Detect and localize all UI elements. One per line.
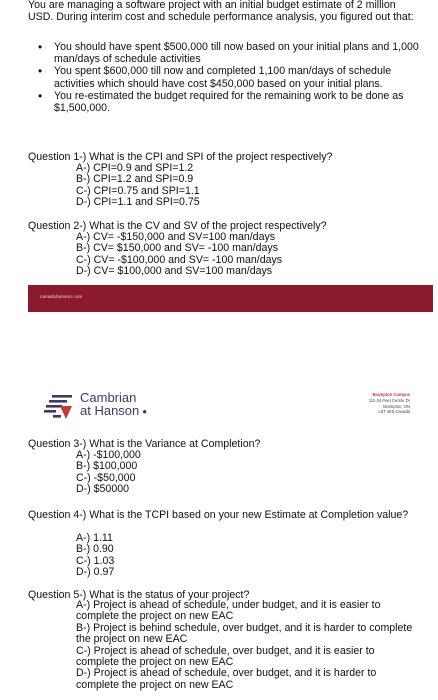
document-page-1 bbox=[0, 0, 438, 283]
cambrian-logo-icon bbox=[44, 392, 74, 422]
option-d: D-) CPI=1.1 and SPI=0.75 bbox=[76, 196, 200, 209]
question-3-options bbox=[76, 450, 141, 496]
option-d: D-) Project is ahead of schedule, over budget, and it is harder to complete the project on new EAC bbox=[76, 667, 377, 691]
footer-band bbox=[28, 285, 433, 312]
question-5: Question 5-) What is the status of your project? bbox=[28, 589, 250, 601]
question-1: Question 1-) What is the CPI and SPI of the project respectively? bbox=[28, 151, 333, 163]
option-b: B-) $100,000 bbox=[76, 460, 138, 473]
page-gap bbox=[0, 312, 438, 362]
footer-site: canadahanson.com bbox=[40, 294, 83, 299]
option-a: A-) -$100,000 bbox=[76, 449, 141, 461]
campus-line: Brampton, ON bbox=[383, 403, 410, 409]
option-b: B-) Project is behind schedule, over budget, and it is harder to complete the project on new EAC bbox=[76, 621, 413, 646]
option-d: D-) 0.97 bbox=[76, 566, 115, 579]
option-c: C-) -$50,000 bbox=[76, 471, 136, 484]
bullet-item: • You should have spent $500,000 till now based on your initial plans and 1,000 man/days of schedule activities bbox=[38, 41, 423, 65]
campus-line: 111-44 Peel Centre Dr bbox=[368, 397, 410, 403]
logo-line-2: at Hanson bbox=[80, 403, 140, 418]
option-d: D-) CV= $100,000 and SV=100 man/days bbox=[76, 265, 273, 278]
logo-text bbox=[80, 391, 147, 418]
option-c: C-) Project is ahead of schedule, over budget, and it is easier to complete the project on new EAC bbox=[76, 644, 375, 669]
option-b: B-) CV= $150,000 and SV= -100 man/days bbox=[76, 242, 278, 255]
intro-text: You are managing a software project with an initial budget estimate of 2 million USD. During interim cost and schedule performance analysis, you figured out that: bbox=[28, 0, 414, 24]
option-b: B-) 0.90 bbox=[76, 543, 114, 556]
campus-name: Brampton Campus bbox=[372, 392, 410, 397]
campus-line: L6T 4E5 Canada bbox=[378, 409, 410, 415]
option-d: D-) $50000 bbox=[76, 483, 129, 496]
option-c: C-) CV= -$100,000 and SV= -100 man/days bbox=[76, 253, 283, 266]
question-2-options bbox=[76, 232, 282, 278]
option-c: C-) CPI=0.75 and SPI=1.1 bbox=[76, 184, 200, 197]
question-4-options bbox=[76, 533, 114, 579]
option-a: A-) CPI=0.9 and SPI=1.2 bbox=[76, 162, 194, 174]
option-c: C-) 1.03 bbox=[76, 554, 115, 567]
intro-bullets bbox=[38, 41, 423, 114]
cambrian-logo bbox=[44, 391, 174, 425]
option-a: A-) Project is ahead of schedule, under budget, and it is easier to complete the project on new EAC bbox=[76, 599, 381, 623]
question-1-options bbox=[76, 163, 200, 209]
question-4: Question 4-) What is the TCPI based on your new Estimate at Completion value? bbox=[28, 509, 409, 521]
option-b: B-) CPI=1.2 and SPI=0.9 bbox=[76, 173, 194, 186]
bullet-item: • You re-estimated the budget required for the remaining work to be done as $1,500,000. bbox=[38, 90, 423, 114]
question-2: Question 2-) What is the CV and SV of the project respectively? bbox=[28, 220, 327, 232]
question-5-options bbox=[76, 600, 416, 691]
logo-dot-icon: ● bbox=[142, 407, 148, 416]
campus-address bbox=[369, 392, 410, 415]
logo-line-1: Cambrian bbox=[80, 390, 137, 405]
option-a: A-) 1.11 bbox=[76, 532, 113, 544]
question-3: Question 3-) What is the Variance at Completion? bbox=[28, 438, 261, 450]
option-a: A-) CV= -$150,000 and SV=100 man/days bbox=[76, 231, 276, 243]
bullet-item: • You spent $600,000 till now and completed 1,100 man/days of schedule activities which should have cost $450,000 based on your initial plans. bbox=[38, 65, 423, 89]
